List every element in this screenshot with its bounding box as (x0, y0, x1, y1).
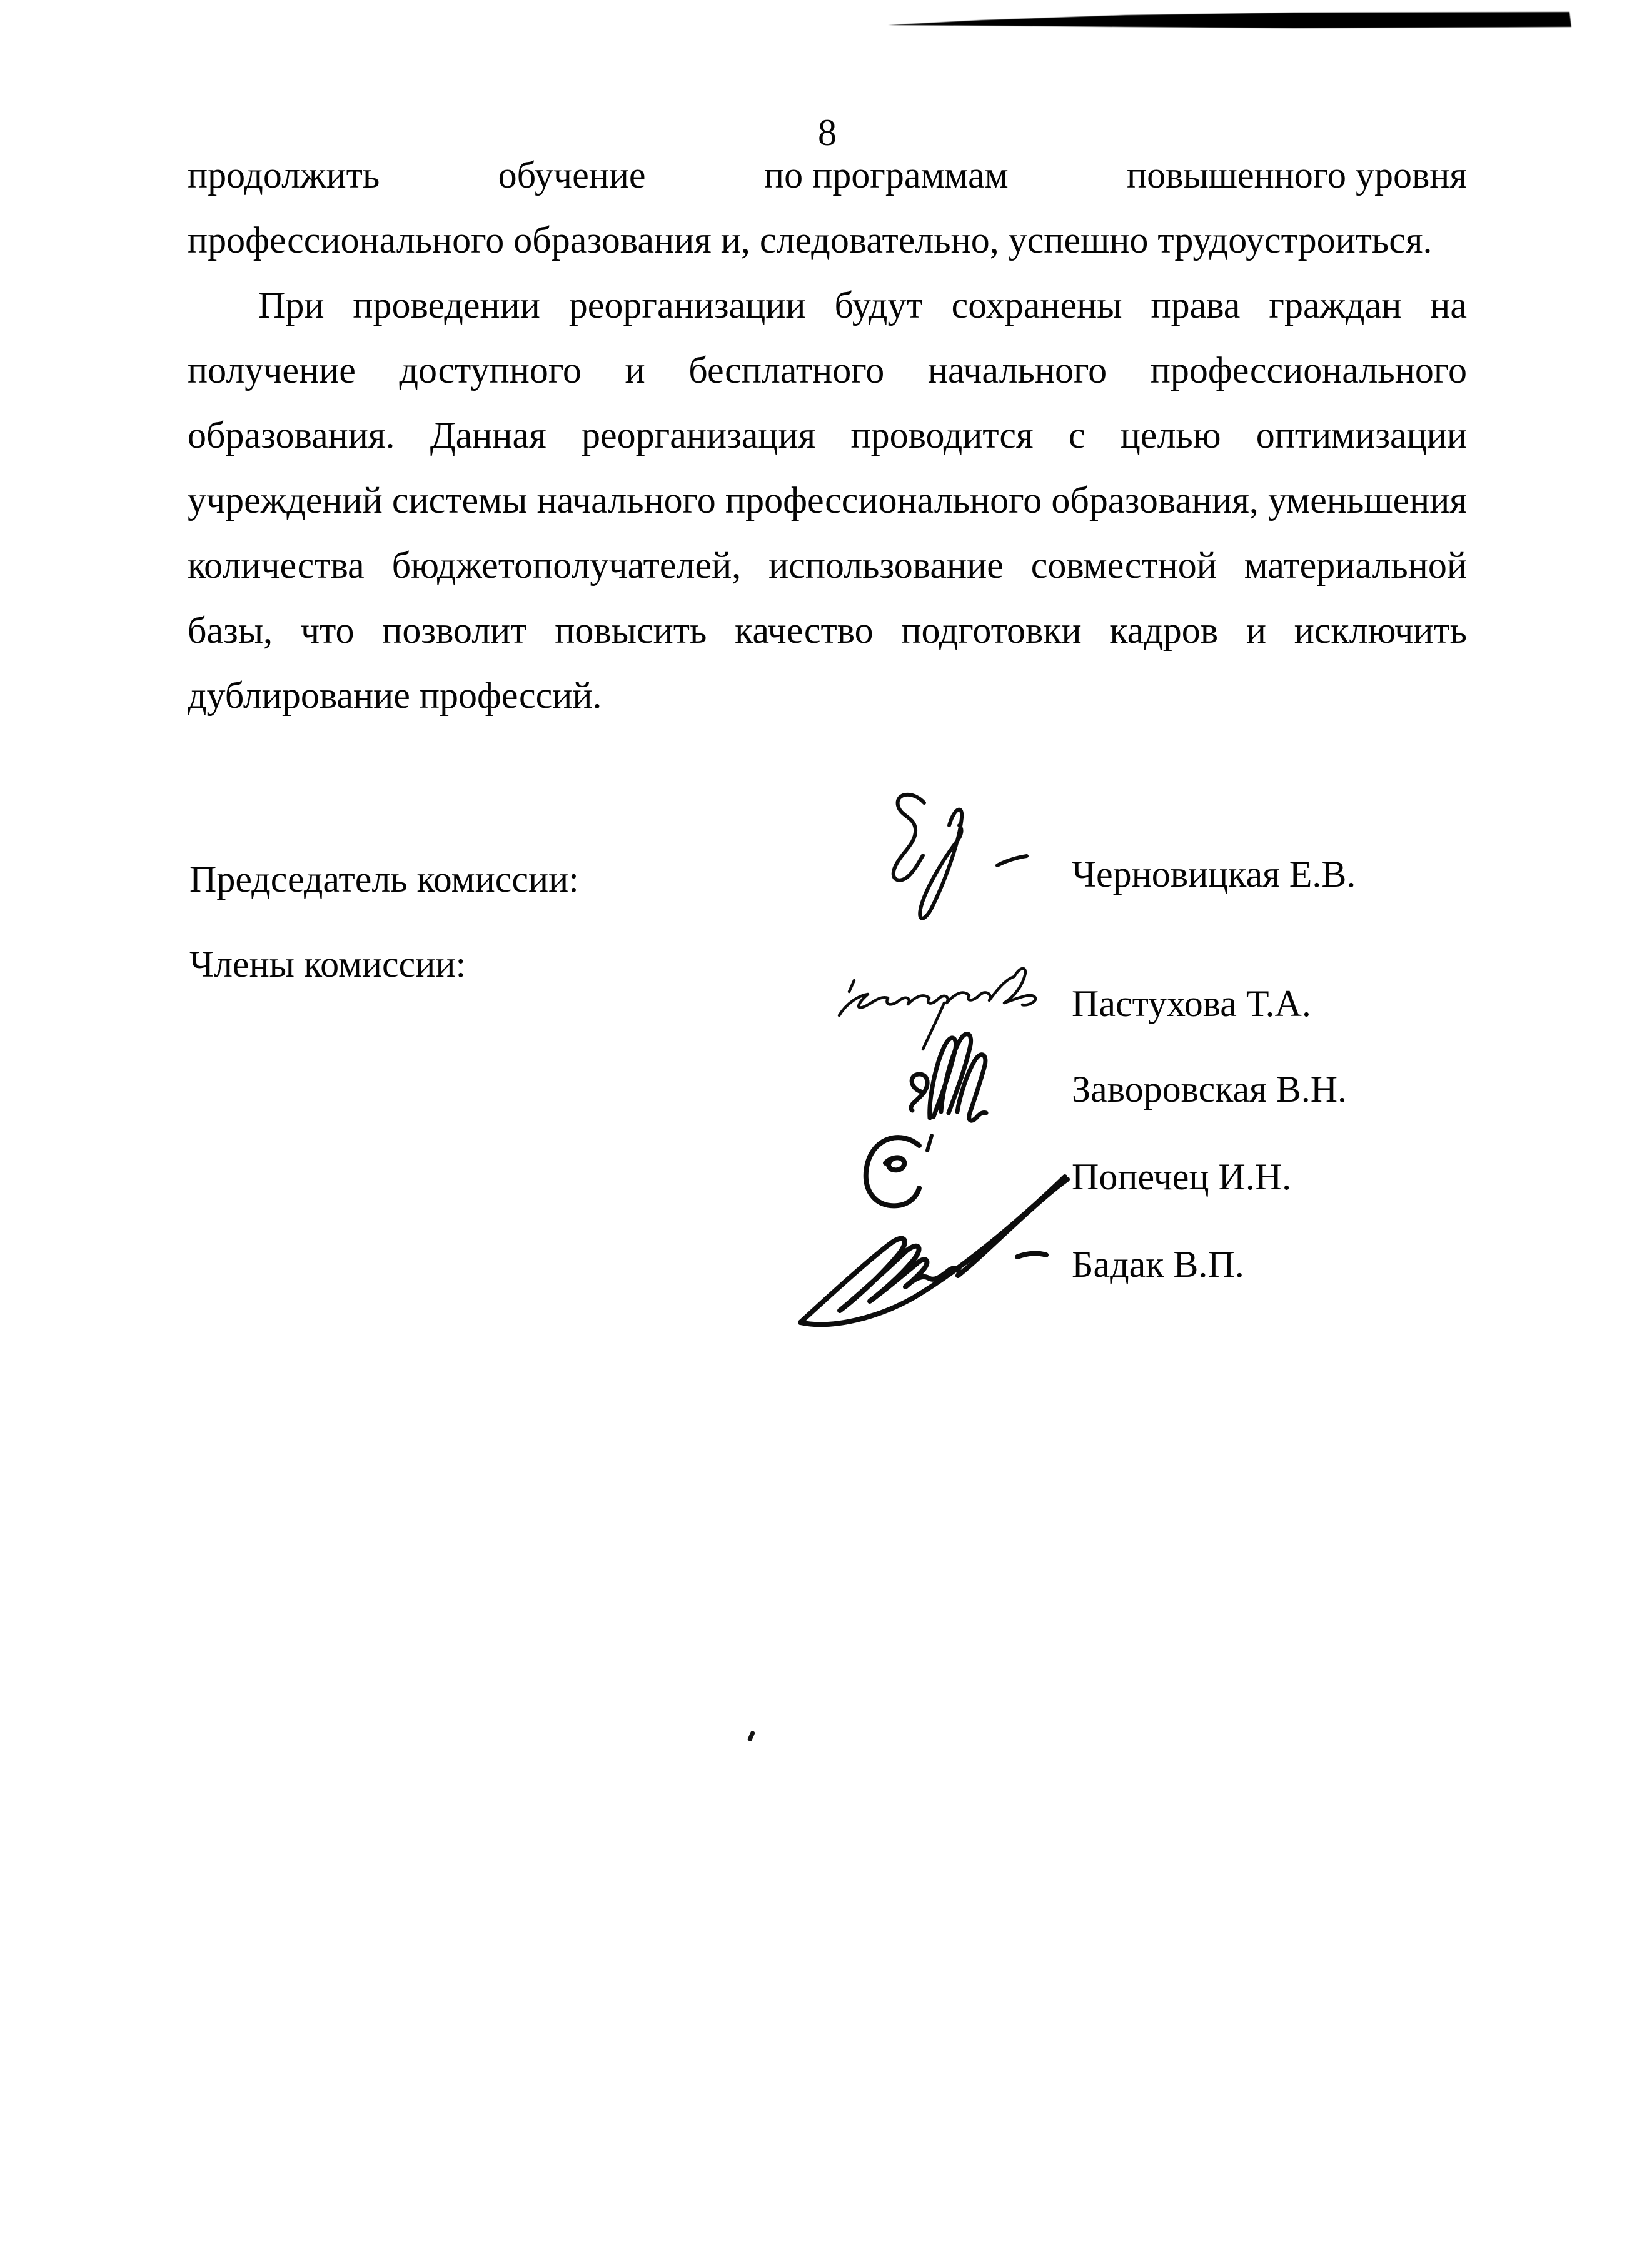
text-line: количества бюджетополучателей, использование совместной материальной (188, 545, 1467, 586)
text-segment: повышенного уровня (1127, 154, 1467, 196)
ink-speck-artifact (747, 1730, 755, 1741)
signatory-name: Черновицкая Е.В. (1072, 854, 1356, 895)
signature-chernovitskaya (869, 789, 1038, 933)
body-paragraph-2 (188, 273, 1467, 728)
text-line: При проведении реорганизации будут сохранены права граждан на (258, 285, 1467, 326)
signatory-name: Пастухова Т.А. (1072, 983, 1311, 1024)
signature-badak (785, 1168, 1072, 1331)
scan-streak-artifact (888, 11, 1576, 30)
chairman-label: Председатель комиссии: (189, 859, 579, 900)
signatory-name: Заворовская В.Н. (1072, 1069, 1347, 1110)
members-label: Члены комиссии: (189, 944, 466, 985)
text-line (188, 143, 1467, 208)
signatory-name: Попечец И.Н. (1072, 1156, 1292, 1197)
text-line: учреждений системы начального профессионального образования, уменьшения (188, 480, 1467, 521)
text-line: профессионального образования и, следовательно, успешно трудоустроиться. (188, 219, 1433, 261)
text-segment: по программам (764, 154, 1009, 196)
text-line: базы, что позволит повысить качество подготовки кадров и исключить (188, 610, 1467, 651)
body-paragraph-1 (188, 143, 1467, 273)
text-line: образования. Данная реорганизация проводится с целью оптимизации (188, 415, 1467, 456)
text-line: дублирование профессий. (188, 675, 602, 716)
text-segment: продолжить (188, 154, 380, 196)
signature-zavorovskaya (897, 1018, 1013, 1134)
text-segment: обучение (498, 154, 646, 196)
text-line: получение доступного и бесплатного начального профессионального (188, 350, 1467, 391)
page-number: 8 (818, 112, 837, 153)
signatory-name: Бадак В.П. (1072, 1244, 1244, 1285)
body-text (188, 143, 1467, 728)
